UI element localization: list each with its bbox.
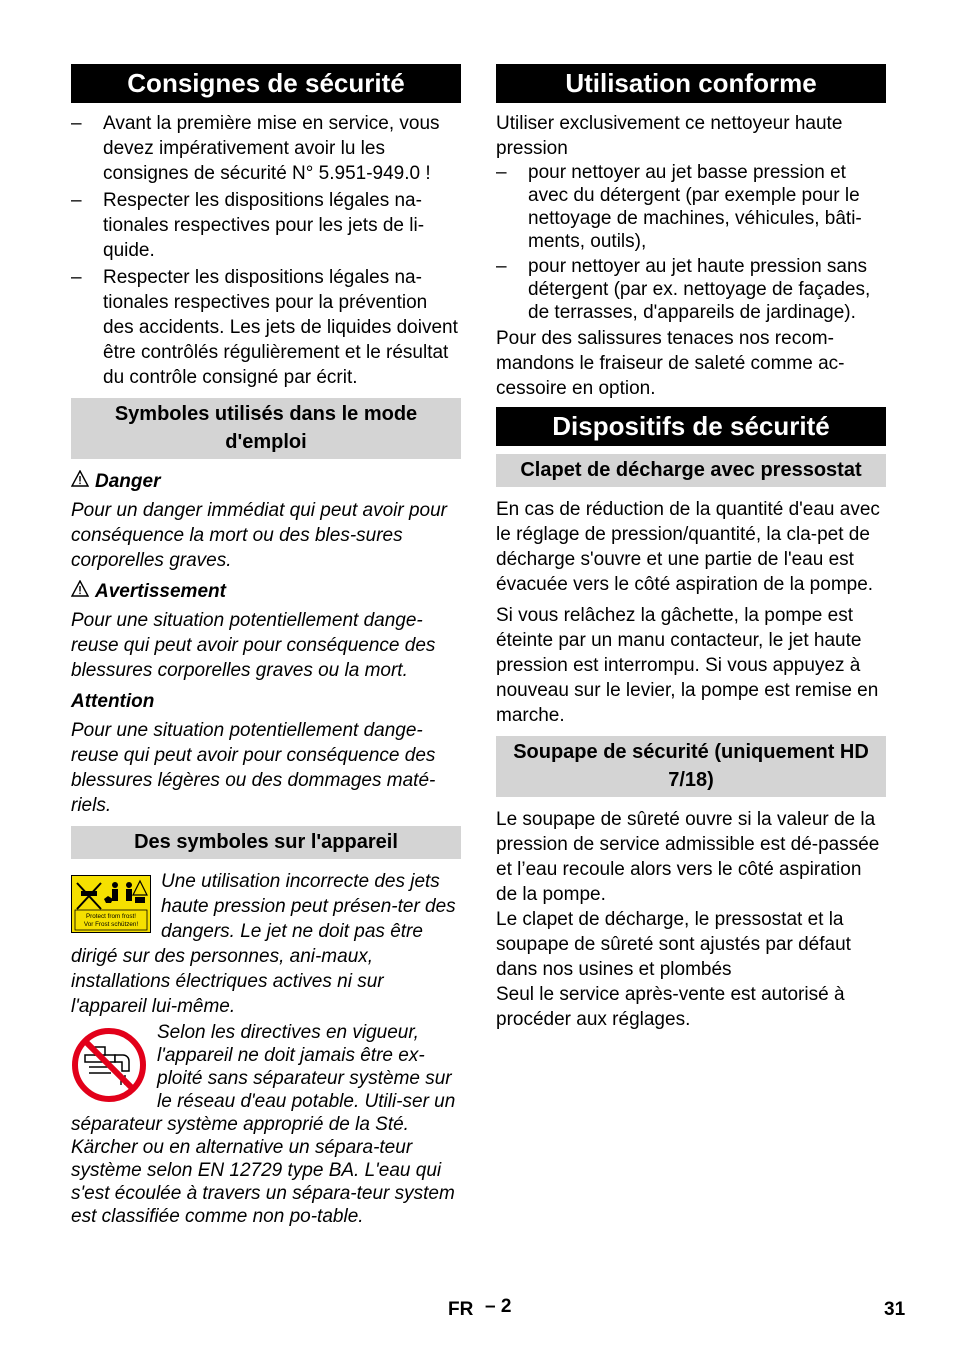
label-line-1: Protect from frost! (85, 913, 137, 920)
footer-page-label: – 2 (485, 1296, 512, 1317)
attention-text: Pour une situation potentiellement dange-reuse qui peut avoir pour conséquence des blessures légères ou des dommages maté-riels. (71, 720, 436, 816)
footer-language: FR (448, 1299, 474, 1320)
label-line-2: Vor Frost schützen! (83, 921, 139, 928)
safety-valve-text-2: Le clapet de décharge, le pressostat et la soupape de sûreté sont ajustés par défaut dans nos usines et plombés (496, 909, 851, 980)
warning-title: Avertissement (95, 581, 226, 602)
danger-text: Pour un danger immédiat qui peut avoir pour conséquence la mort ou des bles-sures corporelles graves. (71, 500, 448, 571)
heading-safety-devices: Dispositifs de sécurité (496, 407, 886, 446)
warning-triangle-icon (71, 579, 95, 604)
list-item: – Avant la première mise en service, vous devez impérativement avoir lu les consignes de sécurité N° 5.951-949.0 ! (71, 113, 440, 184)
list-item-text: Respecter les dispositions légales na-tionales respectives pour la prévention des accidents. Les jets de liquides doivent être contrôlés régulièrement et le résultat du contrôle consigné par écrit. (103, 267, 458, 388)
list-item-text: pour nettoyer au jet haute pression sans détergent (par ex. nettoyage de façades, de terrasses, d'appareils de jardinage). (528, 256, 871, 323)
list-item: – Respecter les dispositions légales na-tionales respectives pour la prévention des accidents. Les jets de liquides doivent être contrôlés régulièrement et le résultat du contrôle consigné par écrit. (71, 267, 458, 388)
page-number: 31 (884, 1299, 906, 1320)
use-outro: Pour des salissures tenaces nos recom-mandons le fraiseur de saleté comme ac-cessoire en option. (496, 328, 845, 399)
list-item: – Respecter les dispositions légales na-tionales respectives pour les jets de li-quide. (71, 190, 425, 261)
use-intro: Utiliser exclusivement ce nettoyeur haute pression (496, 113, 843, 159)
list-item: – pour nettoyer au jet basse pression et avec du détergent (par exemple pour le nettoyage de machines, véhicules, bâti-ments, outils), (496, 162, 862, 252)
danger-title: Danger (95, 471, 161, 492)
heading-intended-use: Utilisation conforme (496, 64, 886, 103)
list-item-text: Avant la première mise en service, vous devez impérativement avoir lu les consignes de sécurité N° 5.951-949.0 ! (103, 113, 440, 184)
safety-valve-text-3: Seul le service après-vente est autorisé à procéder aux réglages. (496, 984, 845, 1030)
device-symbol-text-1: Une utilisation incorrecte des jets haute pression peut présen-ter des dangers. Le jet ne doit pas être dirigé sur des personnes, ani-maux, installations électriques actives ni sur l'appareil lui-même. (71, 871, 456, 1017)
safety-valve-text-1: Le soupape de sûreté ouvre si la valeur de la pression de service admissible est dé-passée et l’eau recoule alors vers le côté aspiration de la pompe. (496, 809, 880, 905)
use-list (496, 161, 886, 324)
heading-safety-instructions: Consignes de sécurité (71, 64, 461, 103)
warning-text: Pour une situation potentiellement dange-reuse qui peut avoir pour conséquence des blessures corporelles graves ou la mort. (71, 610, 436, 681)
heading-device-symbols: Des symboles sur l'appareil (71, 826, 461, 859)
list-item-text: pour nettoyer au jet basse pression et avec du détergent (par exemple pour le nettoyage de machines, véhicules, bâti-ments, outils), (528, 162, 862, 252)
warning-triangle-icon (71, 469, 95, 494)
danger-heading (71, 469, 461, 494)
device-symbol-text-2: Selon les directives en vigueur, l'appareil ne doit jamais être ex-ploité sans séparateur système sur le réseau d'eau potable. Utili-ser un séparateur système approprié de la Sté. Kärcher ou en alternative un sépara-teur système selon EN 12729 type BA. L'eau qui s'est écoulée à travers un sépara-teur system est classifiée comme non po-table. (71, 1022, 456, 1227)
warning-heading (71, 579, 461, 604)
right-column (496, 64, 886, 1032)
valve-text-1: En cas de réduction de la quantité d'eau avec le réglage de pression/quantité, la cla-pet de décharge s'ouvre et une partie de l'eau est évacuée vers le côté aspiration de la pompe. (496, 499, 880, 595)
safety-list (71, 111, 461, 390)
heading-safety-valve: Soupape de sécurité (uniquement HD 7/18) (496, 736, 886, 797)
list-item: – pour nettoyer au jet haute pression sans détergent (par ex. nettoyage de façades, de terrasses, d'appareils de jardinage). (496, 256, 871, 323)
pressure-washer-warning-label-icon (71, 875, 151, 938)
heading-unloader-valve: Clapet de décharge avec pressostat (496, 454, 886, 487)
no-drinking-water-connection-icon (71, 1027, 147, 1108)
attention-heading: Attention (71, 691, 155, 712)
heading-symbols-used: Symboles utilisés dans le mode d'emploi (71, 398, 461, 459)
device-symbol-block-2 (71, 1021, 461, 1228)
device-symbol-block-1 (71, 869, 461, 1019)
list-item-text: Respecter les dispositions légales na-tionales respectives pour les jets de li-quide. (103, 190, 425, 261)
left-column (71, 64, 461, 1228)
valve-text-2: Si vous relâchez la gâchette, la pompe est éteinte par un manu contacteur, le jet haute pression est interrompu. Si vous appuyez à nouveau sur le levier, la pompe est remise en marche. (496, 605, 879, 726)
